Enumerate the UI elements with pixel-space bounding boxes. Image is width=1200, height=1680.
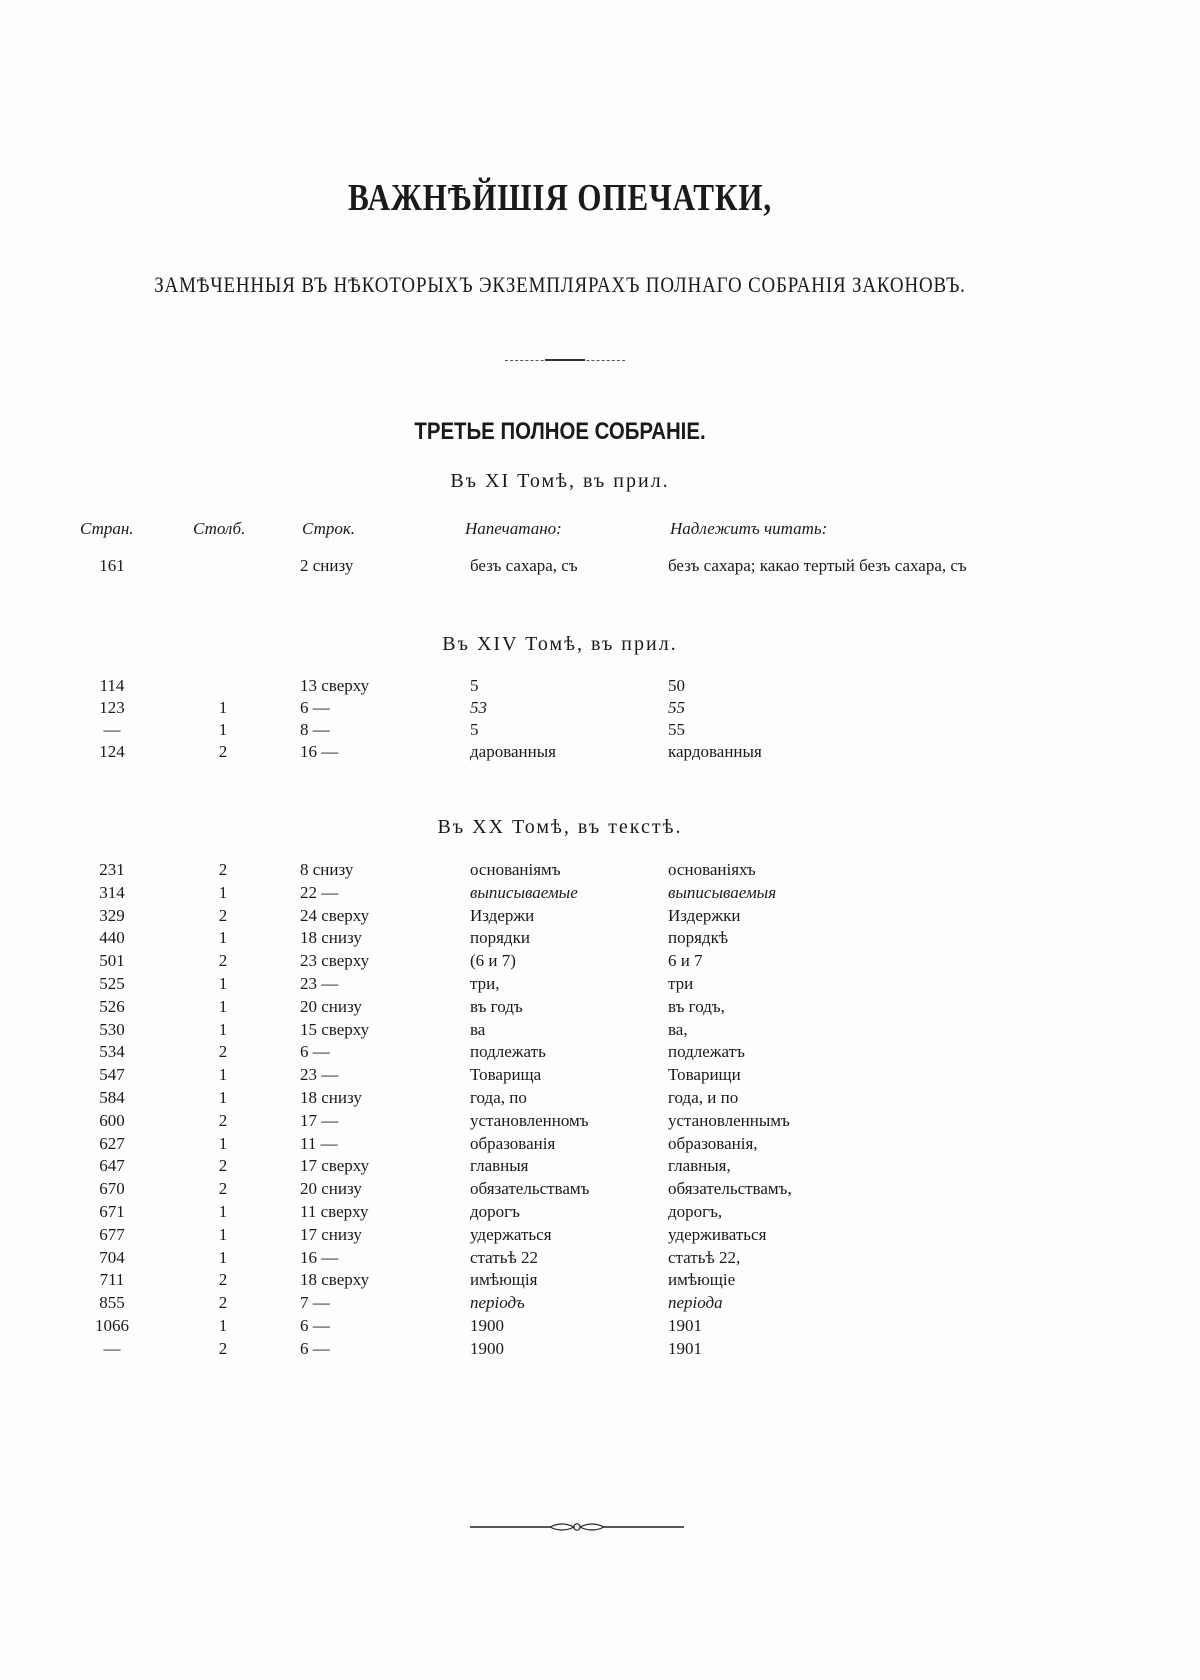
cell-column: 1 bbox=[218, 882, 228, 902]
volume-heading-xx: Въ XX Томѣ, въ текстѣ. bbox=[437, 816, 683, 838]
cell-page: 534 bbox=[99, 1042, 125, 1062]
cell-page: 114 bbox=[99, 676, 125, 695]
cell-page: 525 bbox=[99, 974, 125, 993]
cell-line: 18 снизу bbox=[300, 928, 362, 948]
page-subtitle: ЗАМѢЧЕННЫЯ ВЪ НѢКОТОРЫХЪ ЭКЗЕМПЛЯРАХЪ ПОЛНАГО СОБРАНІЯ ЗАКОНОВЪ. bbox=[154, 272, 966, 297]
cell-line: 8 снизу bbox=[300, 860, 354, 879]
cell-column: 1 bbox=[218, 1224, 228, 1244]
cell-column: 2 bbox=[218, 1293, 228, 1313]
cell-printed: три, bbox=[470, 974, 500, 993]
cell-line: 20 снизу bbox=[300, 1179, 362, 1199]
cell-correct: Товарищи bbox=[668, 1065, 741, 1085]
cell-line: 2 снизу bbox=[300, 556, 354, 575]
volume-heading-xi: Въ XI Томѣ, въ прил. bbox=[450, 470, 670, 492]
table-row bbox=[0, 556, 1120, 578]
cell-page: 329 bbox=[99, 905, 125, 925]
volume-heading-xiv: Въ XIV Томѣ, въ прил. bbox=[442, 633, 678, 655]
cell-page: 855 bbox=[99, 1293, 125, 1313]
cell-correct: удерживаться bbox=[668, 1224, 767, 1244]
cell-correct: установленнымъ bbox=[668, 1110, 790, 1130]
cell-column: 1 bbox=[218, 1019, 228, 1039]
table-row bbox=[0, 1020, 1120, 1042]
cell-printed: установленномъ bbox=[470, 1110, 589, 1130]
cell-correct: главныя, bbox=[668, 1156, 731, 1176]
cell-correct: подлежатъ bbox=[668, 1042, 745, 1062]
cell-page: 600 bbox=[99, 1110, 125, 1130]
table-row bbox=[0, 928, 1120, 950]
cell-printed: Товарища bbox=[470, 1065, 542, 1085]
column-header-correct: Надлежитъ читать: bbox=[670, 519, 828, 538]
cell-column: 1 bbox=[218, 698, 228, 717]
cell-column: 1 bbox=[218, 1316, 228, 1335]
table-row bbox=[0, 1088, 1120, 1110]
table-row bbox=[0, 1202, 1120, 1224]
cell-line: 11 — bbox=[300, 1133, 338, 1153]
cell-column: 2 bbox=[218, 905, 228, 925]
cell-correct: 55 bbox=[668, 720, 685, 739]
cell-correct: основаніяхъ bbox=[668, 860, 756, 879]
cell-printed: дарованныя bbox=[470, 742, 556, 761]
cell-printed: въ годъ bbox=[470, 996, 523, 1016]
cell-column: 1 bbox=[218, 1202, 228, 1221]
cell-line: 17 сверху bbox=[300, 1156, 370, 1176]
table-row bbox=[0, 997, 1120, 1019]
cell-line: 22 — bbox=[300, 882, 339, 902]
cell-correct: въ годъ, bbox=[668, 996, 725, 1016]
table-row bbox=[0, 974, 1120, 996]
cell-page: 440 bbox=[99, 928, 125, 948]
cell-page: 704 bbox=[99, 1247, 125, 1267]
cell-printed: Издержи bbox=[470, 905, 535, 925]
cell-line: 8 — bbox=[300, 720, 330, 739]
cell-page: 123 bbox=[99, 698, 125, 717]
table-row bbox=[0, 1316, 1120, 1338]
cell-printed: имѣющія bbox=[470, 1270, 538, 1290]
cell-correct: 1901 bbox=[668, 1316, 702, 1335]
column-header-column: Столб. bbox=[193, 519, 246, 538]
cell-page: 526 bbox=[99, 996, 125, 1016]
cell-column: 2 bbox=[218, 1179, 228, 1199]
cell-page: 1066 bbox=[95, 1316, 129, 1335]
table-row bbox=[0, 1293, 1120, 1315]
column-header-printed: Напечатано: bbox=[465, 519, 562, 538]
cell-line: 6 — bbox=[300, 1338, 330, 1358]
cell-line: 15 сверху bbox=[300, 1019, 370, 1039]
cell-line: 6 — bbox=[300, 1042, 330, 1062]
cell-line: 16 — bbox=[300, 742, 339, 761]
cell-printed: обязательствамъ bbox=[470, 1179, 590, 1199]
cell-printed: порядки bbox=[470, 928, 530, 948]
cell-column: 2 bbox=[218, 1270, 228, 1290]
cell-page: — bbox=[103, 1338, 121, 1358]
cell-column: 2 bbox=[218, 1156, 228, 1176]
table-row bbox=[0, 1225, 1120, 1247]
cell-correct: порядкѣ bbox=[668, 928, 729, 948]
cell-page: 627 bbox=[99, 1133, 125, 1153]
cell-correct: безъ сахара; какао тертый безъ сахара, съ bbox=[668, 556, 967, 575]
table-row bbox=[0, 742, 1120, 764]
table-row bbox=[0, 1111, 1120, 1133]
cell-line: 18 сверху bbox=[300, 1270, 370, 1290]
cell-line: 16 — bbox=[300, 1247, 339, 1267]
cell-column: 2 bbox=[218, 860, 228, 879]
cell-column: 2 bbox=[218, 742, 228, 761]
cell-printed: ва bbox=[470, 1019, 486, 1039]
table-row bbox=[0, 1339, 1120, 1361]
cell-page: 501 bbox=[99, 951, 125, 971]
cell-printed: дорогъ bbox=[470, 1202, 520, 1221]
cell-column: 1 bbox=[218, 928, 228, 948]
cell-correct: ва, bbox=[668, 1019, 688, 1039]
cell-page: 584 bbox=[99, 1088, 125, 1107]
cell-correct: 6 и 7 bbox=[668, 951, 703, 971]
table-row bbox=[0, 1179, 1120, 1201]
table-row bbox=[0, 1134, 1120, 1156]
table-row bbox=[0, 860, 1120, 882]
cell-correct: кардованныя bbox=[668, 742, 762, 761]
cell-column: 2 bbox=[218, 951, 228, 971]
cell-correct: образованія, bbox=[668, 1133, 758, 1153]
cell-correct: обязательствамъ, bbox=[668, 1179, 792, 1199]
cell-printed: выписываемые bbox=[470, 882, 578, 902]
cell-printed: 1900 bbox=[470, 1338, 504, 1358]
cell-column: 1 bbox=[218, 1247, 228, 1267]
cell-correct: 1901 bbox=[668, 1338, 702, 1358]
cell-page: — bbox=[103, 720, 121, 739]
cell-line: 17 — bbox=[300, 1110, 339, 1130]
cell-column: 2 bbox=[218, 1338, 228, 1358]
table-row bbox=[0, 676, 1120, 698]
cell-page: 670 bbox=[99, 1179, 125, 1199]
cell-page: 711 bbox=[99, 1270, 125, 1290]
cell-correct: года, и по bbox=[668, 1088, 739, 1107]
cell-page: 671 bbox=[99, 1202, 125, 1221]
cell-printed: періодъ bbox=[470, 1293, 525, 1313]
cell-page: 647 bbox=[99, 1156, 125, 1176]
cell-page: 530 bbox=[99, 1019, 125, 1039]
cell-line: 17 снизу bbox=[300, 1224, 362, 1244]
table-row bbox=[0, 1065, 1120, 1087]
cell-printed: 5 bbox=[470, 720, 479, 739]
column-header-page: Стран. bbox=[80, 519, 134, 538]
cell-printed: удержаться bbox=[470, 1224, 552, 1244]
cell-printed: 5 bbox=[470, 676, 479, 695]
table-row bbox=[0, 1270, 1120, 1292]
table-row bbox=[0, 698, 1120, 720]
column-header-line: Строк. bbox=[302, 519, 356, 538]
cell-column: 2 bbox=[218, 1042, 228, 1062]
cell-line: 23 — bbox=[300, 974, 339, 993]
cell-printed: главныя bbox=[470, 1156, 529, 1176]
table-row bbox=[0, 1156, 1120, 1178]
cell-page: 124 bbox=[99, 742, 125, 761]
cell-line: 20 снизу bbox=[300, 996, 362, 1016]
table-row bbox=[0, 951, 1120, 973]
ornament-divider bbox=[470, 1520, 684, 1534]
table-row bbox=[0, 720, 1120, 742]
cell-page: 314 bbox=[99, 882, 125, 902]
cell-line: 7 — bbox=[300, 1293, 330, 1313]
cell-correct: 50 bbox=[668, 676, 685, 695]
divider-rule bbox=[505, 360, 625, 361]
cell-line: 23 — bbox=[300, 1065, 339, 1085]
cell-page: 231 bbox=[99, 860, 125, 879]
cell-printed: статьѣ 22 bbox=[470, 1247, 538, 1267]
cell-line: 6 — bbox=[300, 698, 330, 717]
cell-correct: имѣющіе bbox=[668, 1270, 736, 1290]
section-heading: ТРЕТЬЕ ПОЛНОЕ СОБРАНІЕ. bbox=[414, 418, 706, 445]
cell-line: 11 сверху bbox=[300, 1202, 369, 1221]
cell-printed: основаніямъ bbox=[470, 860, 561, 879]
cell-printed: безъ сахара, съ bbox=[470, 556, 578, 575]
cell-correct: выписываемыя bbox=[668, 882, 777, 902]
page-title: ВАЖНѢЙШІЯ ОПЕЧАТКИ, bbox=[348, 177, 772, 219]
cell-correct: 55 bbox=[668, 698, 685, 717]
cell-line: 6 — bbox=[300, 1316, 330, 1335]
cell-correct: статьѣ 22, bbox=[668, 1247, 741, 1267]
cell-correct: дорогъ, bbox=[668, 1202, 723, 1221]
cell-printed: образованія bbox=[470, 1133, 556, 1153]
cell-page: 161 bbox=[99, 556, 125, 575]
cell-line: 13 сверху bbox=[300, 676, 370, 695]
cell-correct: Издержки bbox=[668, 905, 741, 925]
cell-correct: три bbox=[668, 974, 694, 993]
cell-printed: подлежать bbox=[470, 1042, 546, 1062]
cell-page: 677 bbox=[99, 1224, 125, 1244]
cell-printed: года, по bbox=[470, 1088, 527, 1107]
cell-page: 547 bbox=[99, 1065, 125, 1085]
table-row bbox=[0, 1042, 1120, 1064]
cell-column: 1 bbox=[218, 1133, 228, 1153]
cell-printed: (6 и 7) bbox=[470, 951, 516, 971]
cell-column: 1 bbox=[218, 1065, 228, 1085]
cell-line: 23 сверху bbox=[300, 951, 370, 971]
table-row bbox=[0, 1248, 1120, 1270]
cell-column: 1 bbox=[218, 1088, 228, 1107]
table-row bbox=[0, 883, 1120, 905]
table-row bbox=[0, 906, 1120, 928]
cell-column: 1 bbox=[218, 974, 228, 993]
cell-column: 1 bbox=[218, 996, 228, 1016]
cell-printed: 53 bbox=[470, 698, 487, 717]
cell-printed: 1900 bbox=[470, 1316, 504, 1335]
cell-line: 18 снизу bbox=[300, 1088, 362, 1107]
cell-column: 2 bbox=[218, 1110, 228, 1130]
cell-correct: періода bbox=[668, 1293, 723, 1313]
cell-column: 1 bbox=[218, 720, 228, 739]
cell-line: 24 сверху bbox=[300, 905, 370, 925]
